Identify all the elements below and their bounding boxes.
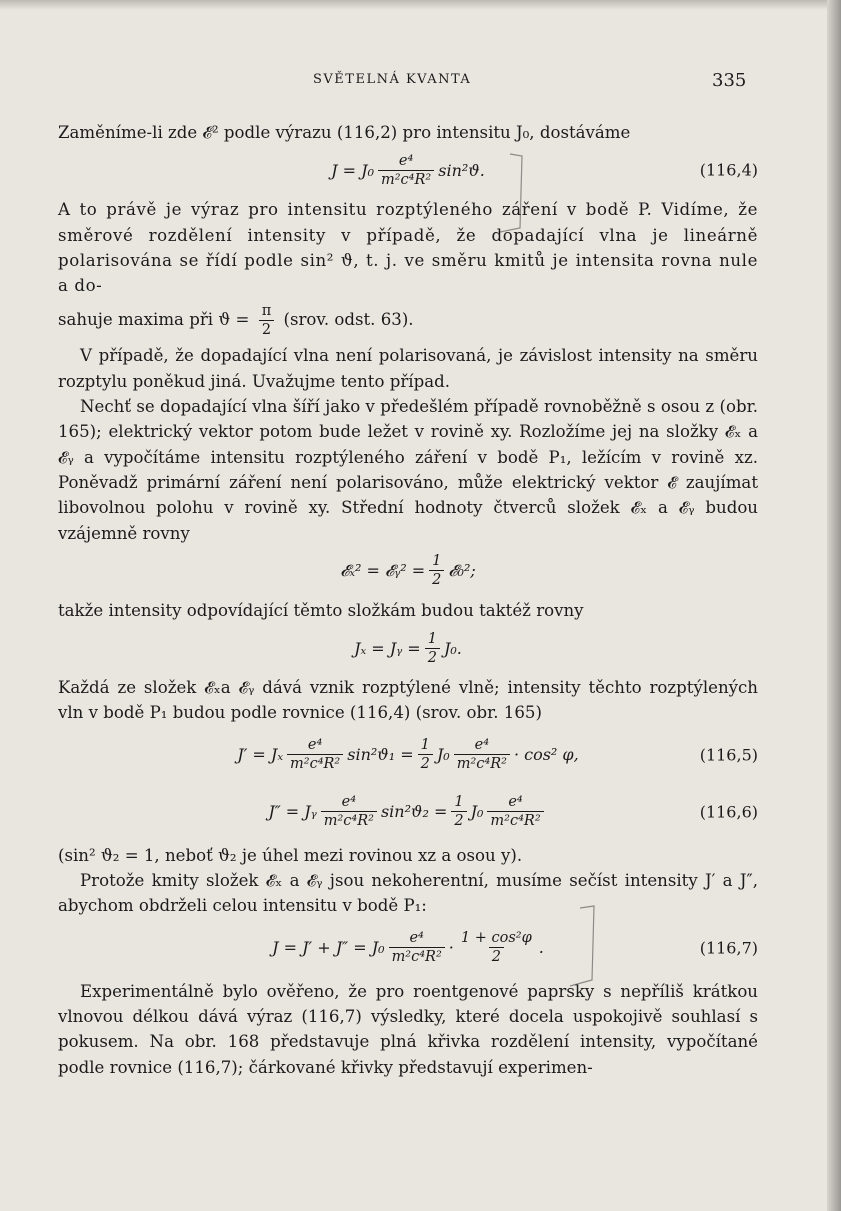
paragraph-2-lead: A to právě je výraz pro intensitu rozptýleného záření v bodě P. Vidíme, že směrové rozdělení intensity v případě, že dopadající vlna je lineárně polarisována se řídí podle sin² ϑ, t. j. ve směru kmitů je intensita rovna nule a do- bbox=[58, 200, 758, 296]
eq-116-4-rhs: sin²ϑ. bbox=[438, 160, 485, 180]
eq-116-5-f1-den: m²c⁴R² bbox=[287, 754, 343, 773]
eq-116-5-number: (116,5) bbox=[699, 745, 758, 765]
paragraph-1: Zaměníme-li zde 𝓔² podle výrazu (116,2) pro intensitu J₀, dostáváme bbox=[58, 123, 631, 142]
eq-116-7-f1-num: e⁴ bbox=[409, 930, 424, 947]
eq-116-6-f3-num: e⁴ bbox=[508, 794, 523, 811]
eq-mean-numerator: 1 bbox=[432, 553, 442, 570]
paragraph-2-tail bbox=[58, 302, 758, 339]
eq-116-7-end: . bbox=[538, 937, 544, 957]
eq-116-7-frac-2 bbox=[458, 929, 535, 966]
eq-j-numerator: 1 bbox=[427, 630, 437, 647]
eq-116-5-f3-num: e⁴ bbox=[474, 737, 490, 754]
eq-116-6-frac-1 bbox=[321, 793, 377, 830]
paragraph-6: Každá ze složek 𝓔ₓa 𝓔ᵧ dává vznik rozptýlené vlně; intensity těchto rozptýlených vln v bodě P₁ budou podle rovnice (116,4) (srov. obr. 165) bbox=[58, 678, 758, 723]
eq-j-rhs: J₀. bbox=[443, 638, 462, 658]
paragraph-3: V případě, že dopadající vlna není polarisovaná, je závislost intensity na směru rozptylu poněkud jiná. Uvažujme tento případ. bbox=[58, 346, 758, 391]
eq-116-6-frac-2 bbox=[451, 793, 466, 830]
eq-116-7-a: J = J′ + J″ = J₀ bbox=[272, 937, 385, 957]
equation-116-6 bbox=[58, 786, 758, 838]
eq-116-5-frac-2 bbox=[418, 736, 433, 773]
paragraph-4: Nechť se dopadající vlna šíří jako v předešlém případě rovnoběžně s osou z (obr. 165); elektrický vektor potom bude ležet v rovině xy. Rozložíme jej na složky 𝓔ₓ a 𝓔ᵧ a vypočítáme intensitu rozptýleného záření v bodě P₁, ležícím v rovině xz. Poněvadž primární záření není polarisováno, může elektrický vektor 𝓔 zaujímat libovolnou polohu v rovině xy. Střední hodnoty čtverců složek 𝓔ₓ a 𝓔ᵧ budou vzájemně rovny bbox=[58, 397, 758, 543]
eq-116-6-a: J″ = Jᵧ bbox=[268, 802, 317, 822]
eq-116-7-frac-1 bbox=[389, 929, 445, 966]
paragraph-2-frac-num: π bbox=[261, 303, 272, 320]
equation-116-7 bbox=[58, 922, 758, 974]
eq-116-5-frac-1 bbox=[287, 736, 343, 773]
paragraph-8: Protože kmity složek 𝓔ₓ a 𝓔ᵧ jsou nekoherentní, musíme sečíst intensity J′ a J″, abychom obdrželi celou intensitu v bodě P₁: bbox=[58, 871, 758, 916]
eq-116-5-f3-den: m²c⁴R² bbox=[454, 754, 510, 773]
eq-116-6-frac-3 bbox=[487, 793, 543, 830]
eq-j-lhs: Jₓ = Jᵧ = bbox=[354, 638, 421, 658]
eq-116-4-fraction bbox=[378, 152, 434, 189]
page-top-shadow bbox=[0, 0, 841, 10]
eq-mean-fraction bbox=[429, 552, 444, 589]
eq-116-7-f2-den: 2 bbox=[489, 947, 504, 966]
eq-116-6-b: sin²ϑ₂ = bbox=[380, 802, 448, 822]
equation-intensities bbox=[58, 626, 758, 670]
text-block bbox=[58, 120, 758, 1080]
eq-116-5-f2-den: 2 bbox=[418, 754, 433, 773]
eq-116-6-f2-den: 2 bbox=[451, 811, 466, 830]
eq-mean-lhs: 𝓔ₓ² = 𝓔ᵧ² = bbox=[340, 561, 426, 581]
paragraph-9: Experimentálně bylo ověřeno, že pro roentgenové paprsky s nepříliš krátkou vlnovou délkou dává výraz (116,7) výsledky, které docela uspokojivě souhlasí s pokusem. Na obr. 168 představuje plná křivka rozdělení intensity, vypočítané podle rovnice (116,7); čárkované křivky představují experimen- bbox=[58, 981, 758, 1077]
eq-116-5-d: · cos² φ, bbox=[513, 745, 579, 765]
page-right-edge bbox=[827, 0, 841, 1211]
eq-116-7-number: (116,7) bbox=[699, 937, 758, 957]
eq-116-5-a: J′ = Jₓ bbox=[237, 745, 284, 765]
eq-116-6-number: (116,6) bbox=[699, 802, 758, 822]
eq-116-6-f3-den: m²c⁴R² bbox=[487, 811, 543, 830]
eq-116-5-b: sin²ϑ₁ = bbox=[347, 745, 414, 765]
eq-116-7-f1-den: m²c⁴R² bbox=[389, 947, 445, 966]
eq-116-6-f1-num: e⁴ bbox=[341, 794, 357, 811]
eq-116-6-c: J₀ bbox=[470, 802, 484, 822]
eq-116-5-c: J₀ bbox=[436, 745, 450, 765]
eq-116-4-numerator: e⁴ bbox=[398, 152, 414, 169]
eq-116-7-f2-num: 1 + cos²φ bbox=[460, 930, 532, 947]
eq-mean-denominator: 2 bbox=[429, 570, 444, 589]
equation-116-5 bbox=[58, 729, 758, 781]
paragraph-5: takže intensity odpovídající těmto složkám budou taktéž rovny bbox=[58, 600, 584, 620]
paragraph-2-tail-a: sahuje maxima při ϑ = bbox=[58, 310, 250, 330]
eq-116-4-denominator: m²c⁴R² bbox=[378, 170, 434, 189]
eq-116-5-f1-num: e⁴ bbox=[307, 737, 323, 754]
running-head: SVĚTELNÁ KVANTA bbox=[313, 72, 472, 87]
eq-j-denominator: 2 bbox=[425, 648, 440, 667]
equation-mean-squares bbox=[58, 549, 758, 593]
paragraph-7: (sin² ϑ₂ = 1, neboť ϑ₂ je úhel mezi rovinou xz a osou y). bbox=[58, 845, 523, 865]
paragraph-2-tail-b: (srov. odst. 63). bbox=[283, 310, 414, 330]
page-number: 335 bbox=[712, 70, 747, 91]
paragraph-2 bbox=[58, 197, 758, 298]
eq-116-4-number: (116,4) bbox=[699, 160, 758, 180]
paragraph-2-frac-den: 2 bbox=[259, 320, 274, 339]
eq-116-6-f1-den: m²c⁴R² bbox=[321, 811, 377, 830]
eq-j-fraction bbox=[425, 630, 440, 667]
eq-116-5-frac-3 bbox=[454, 736, 510, 773]
equation-116-4 bbox=[58, 148, 758, 192]
eq-mean-rhs: 𝓔₀²; bbox=[448, 561, 476, 581]
eq-116-7-dot: · bbox=[448, 937, 454, 957]
eq-116-6-f2-num: 1 bbox=[454, 794, 464, 811]
page-header bbox=[0, 70, 841, 94]
eq-116-4-lhs: J = J₀ bbox=[331, 160, 374, 180]
paragraph-2-fraction bbox=[259, 302, 275, 339]
eq-116-5-f2-num: 1 bbox=[420, 737, 430, 754]
